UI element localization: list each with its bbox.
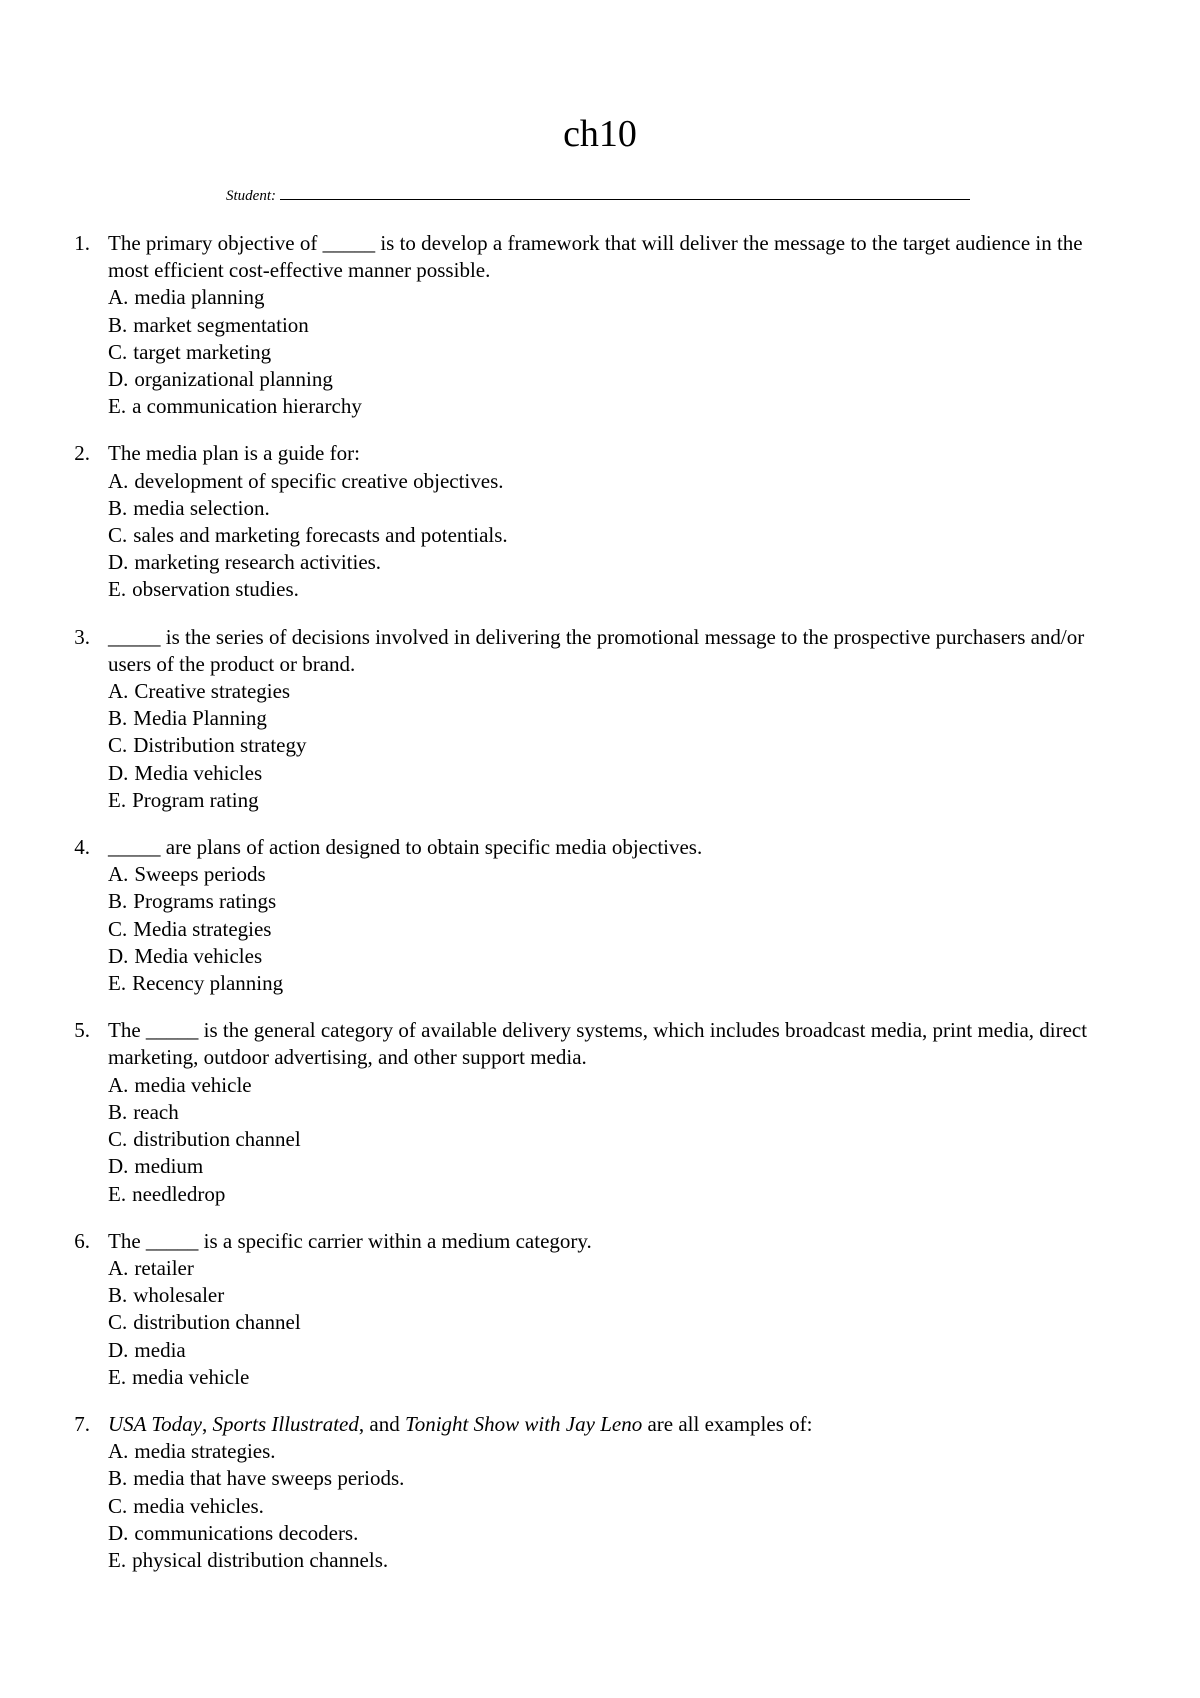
stem-italic-text: Tonight Show with Jay Leno (404, 1411, 643, 1436)
answer-options (108, 1255, 1108, 1391)
option-letter: C. (108, 1127, 128, 1152)
stem-italic-text: Sports Illustrated (212, 1411, 359, 1436)
answer-option (108, 1493, 1108, 1520)
answer-option (108, 1153, 1108, 1180)
answer-option (108, 1364, 1108, 1391)
option-text: Program rating (132, 787, 259, 812)
option-text: target marketing (133, 339, 272, 364)
answer-option (108, 366, 1108, 393)
option-text: retailer (134, 1255, 194, 1280)
question-stem: The primary objective of _____ is to develop a framework that will deliver the message to the target audience in the most efficient cost-effective manner possible. (108, 231, 1083, 283)
question-number: 4. (74, 835, 90, 860)
answer-option (108, 888, 1108, 915)
question-number: 5. (74, 1018, 90, 1043)
student-label: Student: (226, 188, 276, 204)
question-7 (0, 1411, 1200, 1574)
option-text: market segmentation (133, 312, 309, 337)
answer-option (108, 312, 1108, 339)
option-text: observation studies. (132, 577, 299, 602)
answer-option (108, 339, 1108, 366)
student-name-blank (280, 187, 970, 200)
answer-option (108, 1309, 1108, 1336)
stem-italic-text: USA Today (108, 1411, 202, 1436)
student-name-line (226, 186, 970, 206)
answer-option (108, 1072, 1108, 1099)
answer-options (108, 678, 1108, 814)
option-letter: D. (108, 760, 129, 785)
option-text: Media vehicles (134, 760, 263, 785)
option-letter: C. (108, 523, 128, 548)
answer-options (108, 284, 1108, 420)
answer-option (108, 760, 1108, 787)
answer-option (108, 787, 1108, 814)
question-stem: The media plan is a guide for: (108, 441, 360, 466)
answer-option (108, 861, 1108, 888)
question-stem: The _____ is the general category of available delivery systems, which includes broadcast media, print media, direct marketing, outdoor advertising, and other support media. (108, 1018, 1088, 1070)
option-letter: B. (108, 1283, 128, 1308)
question-body (108, 834, 1108, 997)
option-letter: A. (108, 468, 129, 493)
option-text: Sweeps periods (134, 862, 266, 887)
option-text: media (134, 1337, 186, 1362)
option-text: medium (134, 1154, 204, 1179)
question-3 (0, 624, 1200, 814)
answer-option (108, 495, 1108, 522)
option-text: media that have sweeps periods. (133, 1466, 405, 1491)
question-number: 6. (74, 1228, 90, 1253)
option-letter: E. (108, 577, 127, 602)
option-text: Media Planning (133, 706, 267, 731)
option-text: Programs ratings (133, 889, 277, 914)
answer-options (108, 1438, 1108, 1574)
answer-option (108, 678, 1108, 705)
answer-option (108, 284, 1108, 311)
page-title: ch10 (563, 113, 637, 155)
option-letter: E. (108, 1547, 127, 1572)
answer-options (108, 468, 1108, 604)
option-text: media selection. (133, 495, 270, 520)
question-body (108, 1228, 1108, 1391)
option-letter: D. (108, 367, 129, 392)
answer-option (108, 916, 1108, 943)
stem-text: are all examples of: (642, 1411, 813, 1436)
option-letter: D. (108, 1337, 129, 1362)
option-letter: A. (108, 1255, 129, 1280)
option-letter: D. (108, 943, 129, 968)
question-4 (0, 834, 1200, 997)
option-text: physical distribution channels. (132, 1547, 389, 1572)
answer-option (108, 1438, 1108, 1465)
answer-option (108, 970, 1108, 997)
option-letter: B. (108, 889, 128, 914)
question-number: 2. (74, 441, 90, 466)
question-body (108, 1017, 1108, 1207)
answer-option (108, 1465, 1108, 1492)
option-letter: B. (108, 1466, 128, 1491)
question-stem (108, 1411, 1108, 1438)
option-letter: D. (108, 1520, 129, 1545)
option-letter: E. (108, 971, 127, 996)
question-body (108, 230, 1108, 420)
answer-options (108, 1072, 1108, 1208)
option-letter: B. (108, 1099, 128, 1124)
question-list (0, 230, 1200, 1594)
option-letter: D. (108, 550, 129, 575)
answer-option (108, 1099, 1108, 1126)
question-body (108, 624, 1108, 814)
answer-option (108, 393, 1108, 420)
question-body (108, 1411, 1108, 1574)
option-text: communications decoders. (134, 1520, 359, 1545)
option-letter: A. (108, 862, 129, 887)
option-text: media strategies. (134, 1439, 276, 1464)
question-stem: The _____ is a specific carrier within a medium category. (108, 1228, 592, 1253)
option-letter: A. (108, 1072, 129, 1097)
option-letter: B. (108, 312, 128, 337)
option-text: media vehicle (134, 1072, 252, 1097)
question-number: 7. (74, 1411, 90, 1436)
question-number: 3. (74, 624, 90, 649)
option-letter: C. (108, 916, 128, 941)
option-letter: A. (108, 285, 129, 310)
option-letter: E. (108, 1364, 127, 1389)
option-text: development of specific creative objectives. (134, 468, 504, 493)
option-letter: C. (108, 1310, 128, 1335)
answer-option (108, 1282, 1108, 1309)
option-text: media planning (134, 285, 265, 310)
question-6 (0, 1228, 1200, 1391)
option-letter: B. (108, 495, 128, 520)
option-letter: E. (108, 1181, 127, 1206)
option-text: needledrop (132, 1181, 226, 1206)
option-letter: E. (108, 787, 127, 812)
option-letter: B. (108, 706, 128, 731)
question-stem: _____ are plans of action designed to obtain specific media objectives. (108, 835, 703, 860)
answer-option (108, 576, 1108, 603)
option-text: Recency planning (132, 971, 284, 996)
answer-option (108, 549, 1108, 576)
stem-text: , (201, 1411, 213, 1436)
option-text: Creative strategies (134, 679, 291, 704)
option-text: organizational planning (134, 367, 333, 392)
option-letter: D. (108, 1154, 129, 1179)
option-letter: E. (108, 394, 127, 419)
option-text: a communication hierarchy (132, 394, 362, 419)
option-text: Distribution strategy (133, 733, 307, 758)
option-text: sales and marketing forecasts and potentials. (133, 523, 508, 548)
option-letter: C. (108, 339, 128, 364)
question-1 (0, 230, 1200, 420)
option-letter: A. (108, 1439, 129, 1464)
option-text: Media strategies (133, 916, 272, 941)
option-letter: C. (108, 733, 128, 758)
answer-option (108, 1547, 1108, 1574)
option-text: media vehicles. (133, 1493, 264, 1518)
option-text: distribution channel (133, 1127, 301, 1152)
answer-option (108, 1337, 1108, 1364)
option-text: distribution channel (133, 1310, 301, 1335)
option-text: wholesaler (133, 1283, 225, 1308)
option-text: reach (133, 1099, 179, 1124)
answer-option (108, 468, 1108, 495)
answer-option (108, 732, 1108, 759)
option-text: marketing research activities. (134, 550, 382, 575)
answer-option (108, 1255, 1108, 1282)
answer-option (108, 1520, 1108, 1547)
option-letter: C. (108, 1493, 128, 1518)
option-text: media vehicle (132, 1364, 250, 1389)
question-5 (0, 1017, 1200, 1207)
answer-option (108, 1126, 1108, 1153)
option-letter: A. (108, 679, 129, 704)
option-text: Media vehicles (134, 943, 263, 968)
question-stem: _____ is the series of decisions involved in delivering the promotional message to the prospective purchasers and/or users of the product or brand. (108, 624, 1085, 676)
question-2 (0, 440, 1200, 603)
stem-text: , and (358, 1411, 405, 1436)
answer-option (108, 705, 1108, 732)
answer-options (108, 861, 1108, 997)
answer-option (108, 522, 1108, 549)
answer-option (108, 943, 1108, 970)
question-number: 1. (74, 231, 90, 255)
answer-option (108, 1181, 1108, 1208)
question-body (108, 440, 1108, 603)
